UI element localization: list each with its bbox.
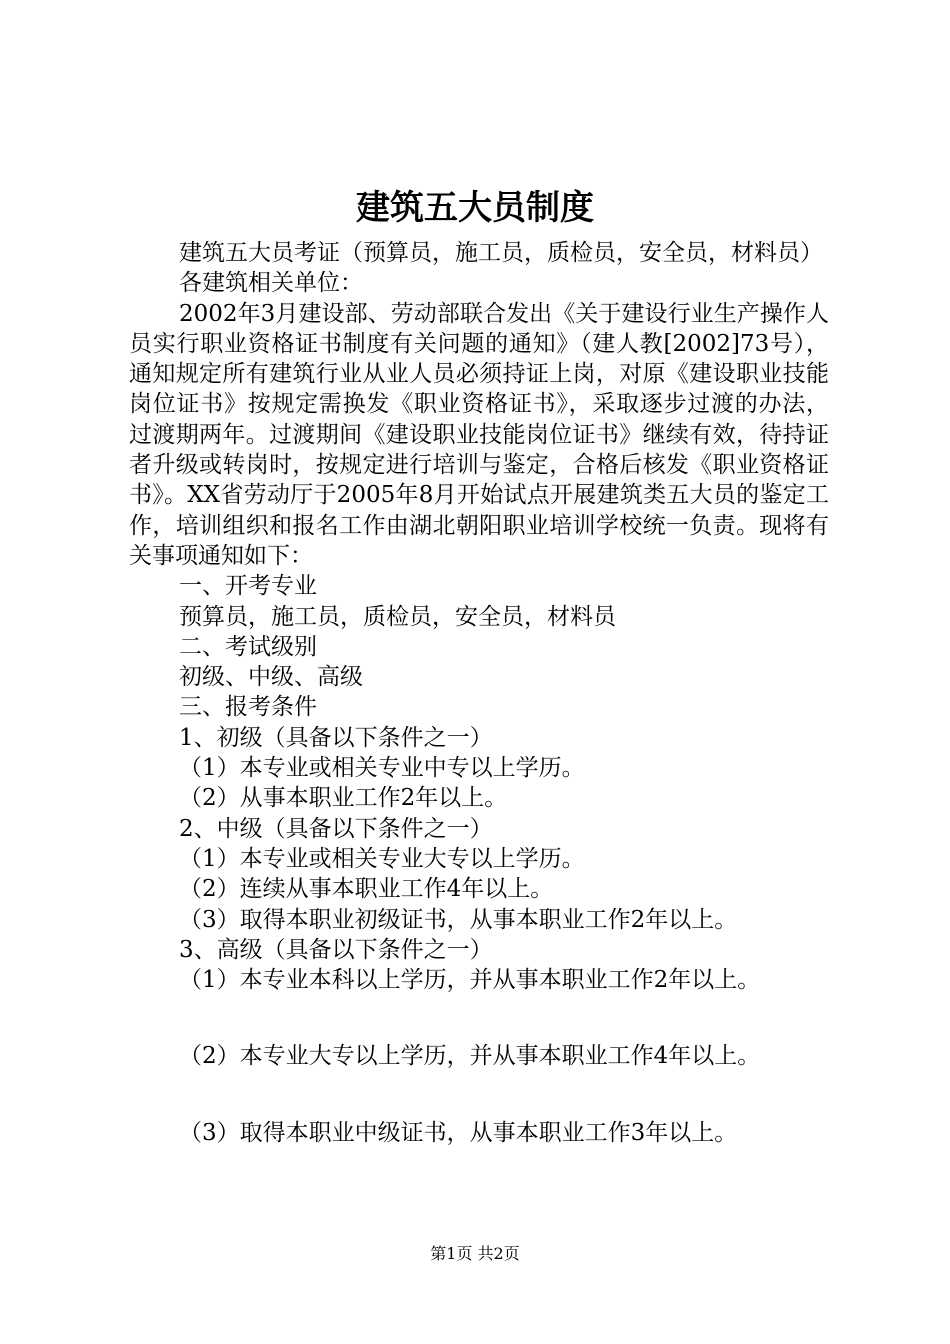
subheading-senior: 3、高级（具备以下条件之一）	[179, 936, 493, 963]
document-body	[129, 238, 829, 1148]
list-item: （2）连续从事本职业工作4年以上。	[179, 876, 554, 903]
paragraph-majors-list: 预算员，施工员，质检员，安全员，材料员	[179, 603, 616, 630]
page-footer: 第1页 共2页	[430, 1244, 520, 1263]
paragraph-levels-list: 初级、中级、高级	[179, 664, 363, 691]
paragraph-notice-body: 2002年3月建设部、劳动部联合发出《关于建设行业生产操作人员实行职业资格证书制度有关问题的通知》（建人教[2002]73号），通知规定所有建筑行业从业人员必须持证上岗，对原《建设职业技能岗位证书》按规定需换发《职业资格证书》，采取逐步过渡的办法，过渡期两年。过渡期间《建设职业技能岗位证书》继续有效，待持证者升级或转岗时，按规定进行培训与鉴定，合格后核发《职业资格证书》。XX省劳动厅于2005年8月开始试点开展建筑类五大员的鉴定工作，培训组织和报名工作由湖北朝阳职业培训学校统一负责。现将有关事项通知如下：	[129, 300, 829, 569]
list-item: （1）本专业或相关专业中专以上学历。	[179, 755, 585, 782]
subheading-intermediate: 2、中级（具备以下条件之一）	[179, 815, 493, 842]
subheading-junior: 1、初级（具备以下条件之一）	[179, 724, 493, 751]
list-item: （2）从事本职业工作2年以上。	[179, 785, 508, 812]
document-title: 建筑五大员制度	[356, 188, 594, 228]
list-item: （1）本专业本科以上学历，并从事本职业工作2年以上。	[179, 967, 761, 994]
section-heading-levels: 二、考试级别	[179, 633, 317, 660]
list-item: （3）取得本职业中级证书，从事本职业工作3年以上。	[179, 1119, 738, 1146]
section-heading-majors: 一、开考专业	[179, 573, 317, 600]
list-item: （3）取得本职业初级证书，从事本职业工作2年以上。	[179, 906, 738, 933]
paragraph-salutation: 各建筑相关单位：	[179, 270, 363, 297]
section-heading-conditions: 三、报考条件	[179, 694, 317, 721]
list-item: （1）本专业或相关专业大专以上学历。	[179, 845, 585, 872]
paragraph-heading-line: 建筑五大员考证（预算员，施工员，质检员，安全员，材料员）	[179, 240, 823, 266]
list-item: （2）本专业大专以上学历，并从事本职业工作4年以上。	[179, 1043, 761, 1070]
